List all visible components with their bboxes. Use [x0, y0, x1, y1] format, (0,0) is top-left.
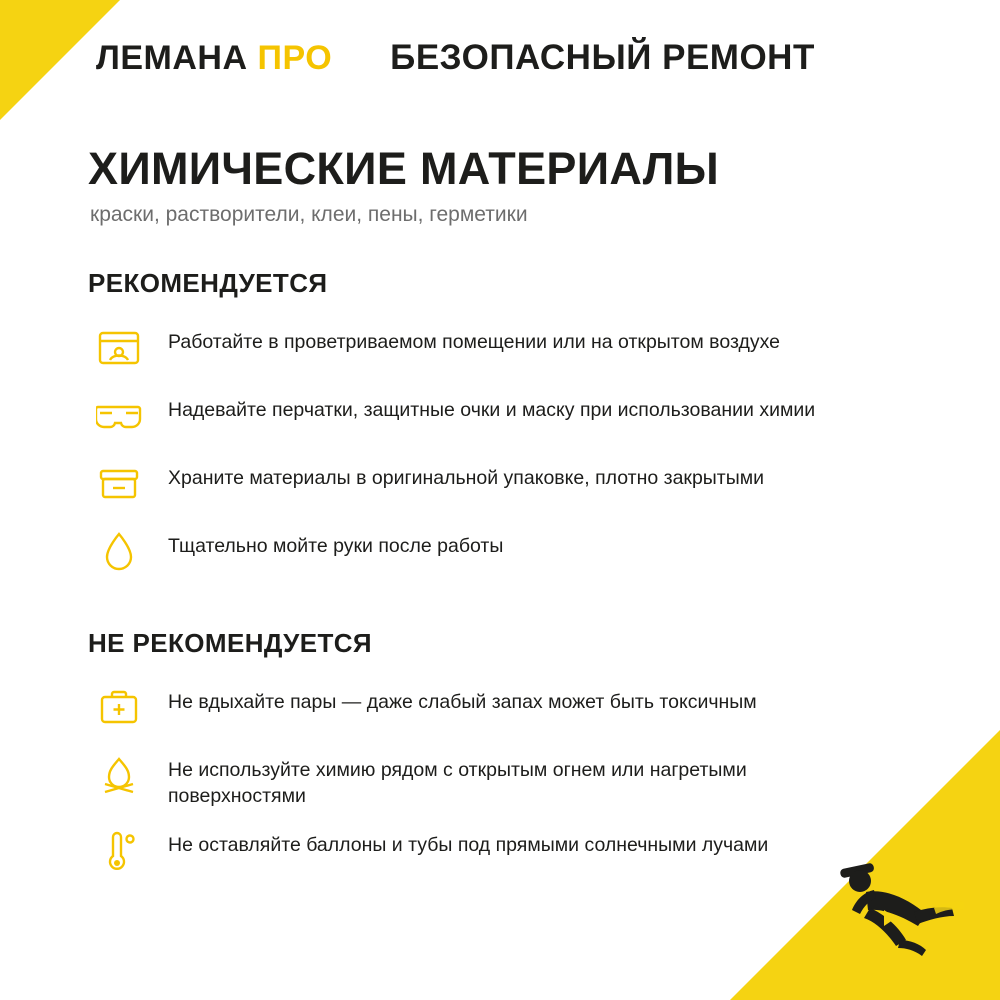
- page-title: ХИМИЧЕСКИЕ МАТЕРИАЛЫ: [88, 143, 719, 194]
- open-flame-icon: [88, 749, 150, 803]
- list-item: [88, 389, 908, 443]
- brand-logo-main: ЛЕМАНА: [96, 38, 248, 77]
- section-title-not-recommended: НЕ РЕКОМЕНДУЕТСЯ: [88, 628, 372, 658]
- list-item: [88, 824, 908, 878]
- list-item: [88, 457, 908, 511]
- section-recommended: [88, 268, 908, 593]
- list-item-text: Тщательно мойте руки после работы: [168, 535, 504, 557]
- list-item-text: Не вдыхайте пары — даже слабый запах может быть токсичным: [168, 691, 757, 713]
- list-item: [88, 681, 908, 735]
- list-item-text: Храните материалы в оригинальной упаковке, плотно закрытыми: [168, 467, 765, 489]
- list-item: [88, 749, 908, 810]
- header-title: БЕЗОПАСНЫЙ РЕМОНТ: [390, 38, 815, 77]
- list-item: [88, 525, 908, 579]
- ventilation-window-icon: [88, 321, 150, 375]
- section-title-recommended: РЕКОМЕНДУЕТСЯ: [88, 268, 328, 298]
- water-drop-icon: [88, 525, 150, 579]
- brand-logo-pro: ПРО: [257, 38, 333, 77]
- thermometer-sun-icon: [88, 824, 150, 878]
- storage-box-icon: [88, 457, 150, 511]
- list-item-text: Не оставляйте баллоны и тубы под прямыми солнечными лучами: [168, 833, 769, 856]
- header: [96, 38, 815, 78]
- list-item-text: Не используйте химию рядом с открытым огнем или нагретыми поверхностями: [168, 759, 747, 807]
- brand-logo: [96, 39, 332, 78]
- section-not-recommended: [88, 628, 908, 892]
- list-item: [88, 321, 908, 375]
- first-aid-kit-icon: [88, 681, 150, 735]
- list-item-text: Работайте в проветриваемом помещении или на открытом воздухе: [168, 331, 780, 353]
- page-subtitle: краски, растворители, клеи, пены, герметики: [90, 203, 528, 226]
- list-item-text: Надевайте перчатки, защитные очки и маску при использовании химии: [168, 399, 816, 421]
- safety-goggles-icon: [88, 389, 150, 443]
- flying-worker-mascot: [814, 848, 964, 958]
